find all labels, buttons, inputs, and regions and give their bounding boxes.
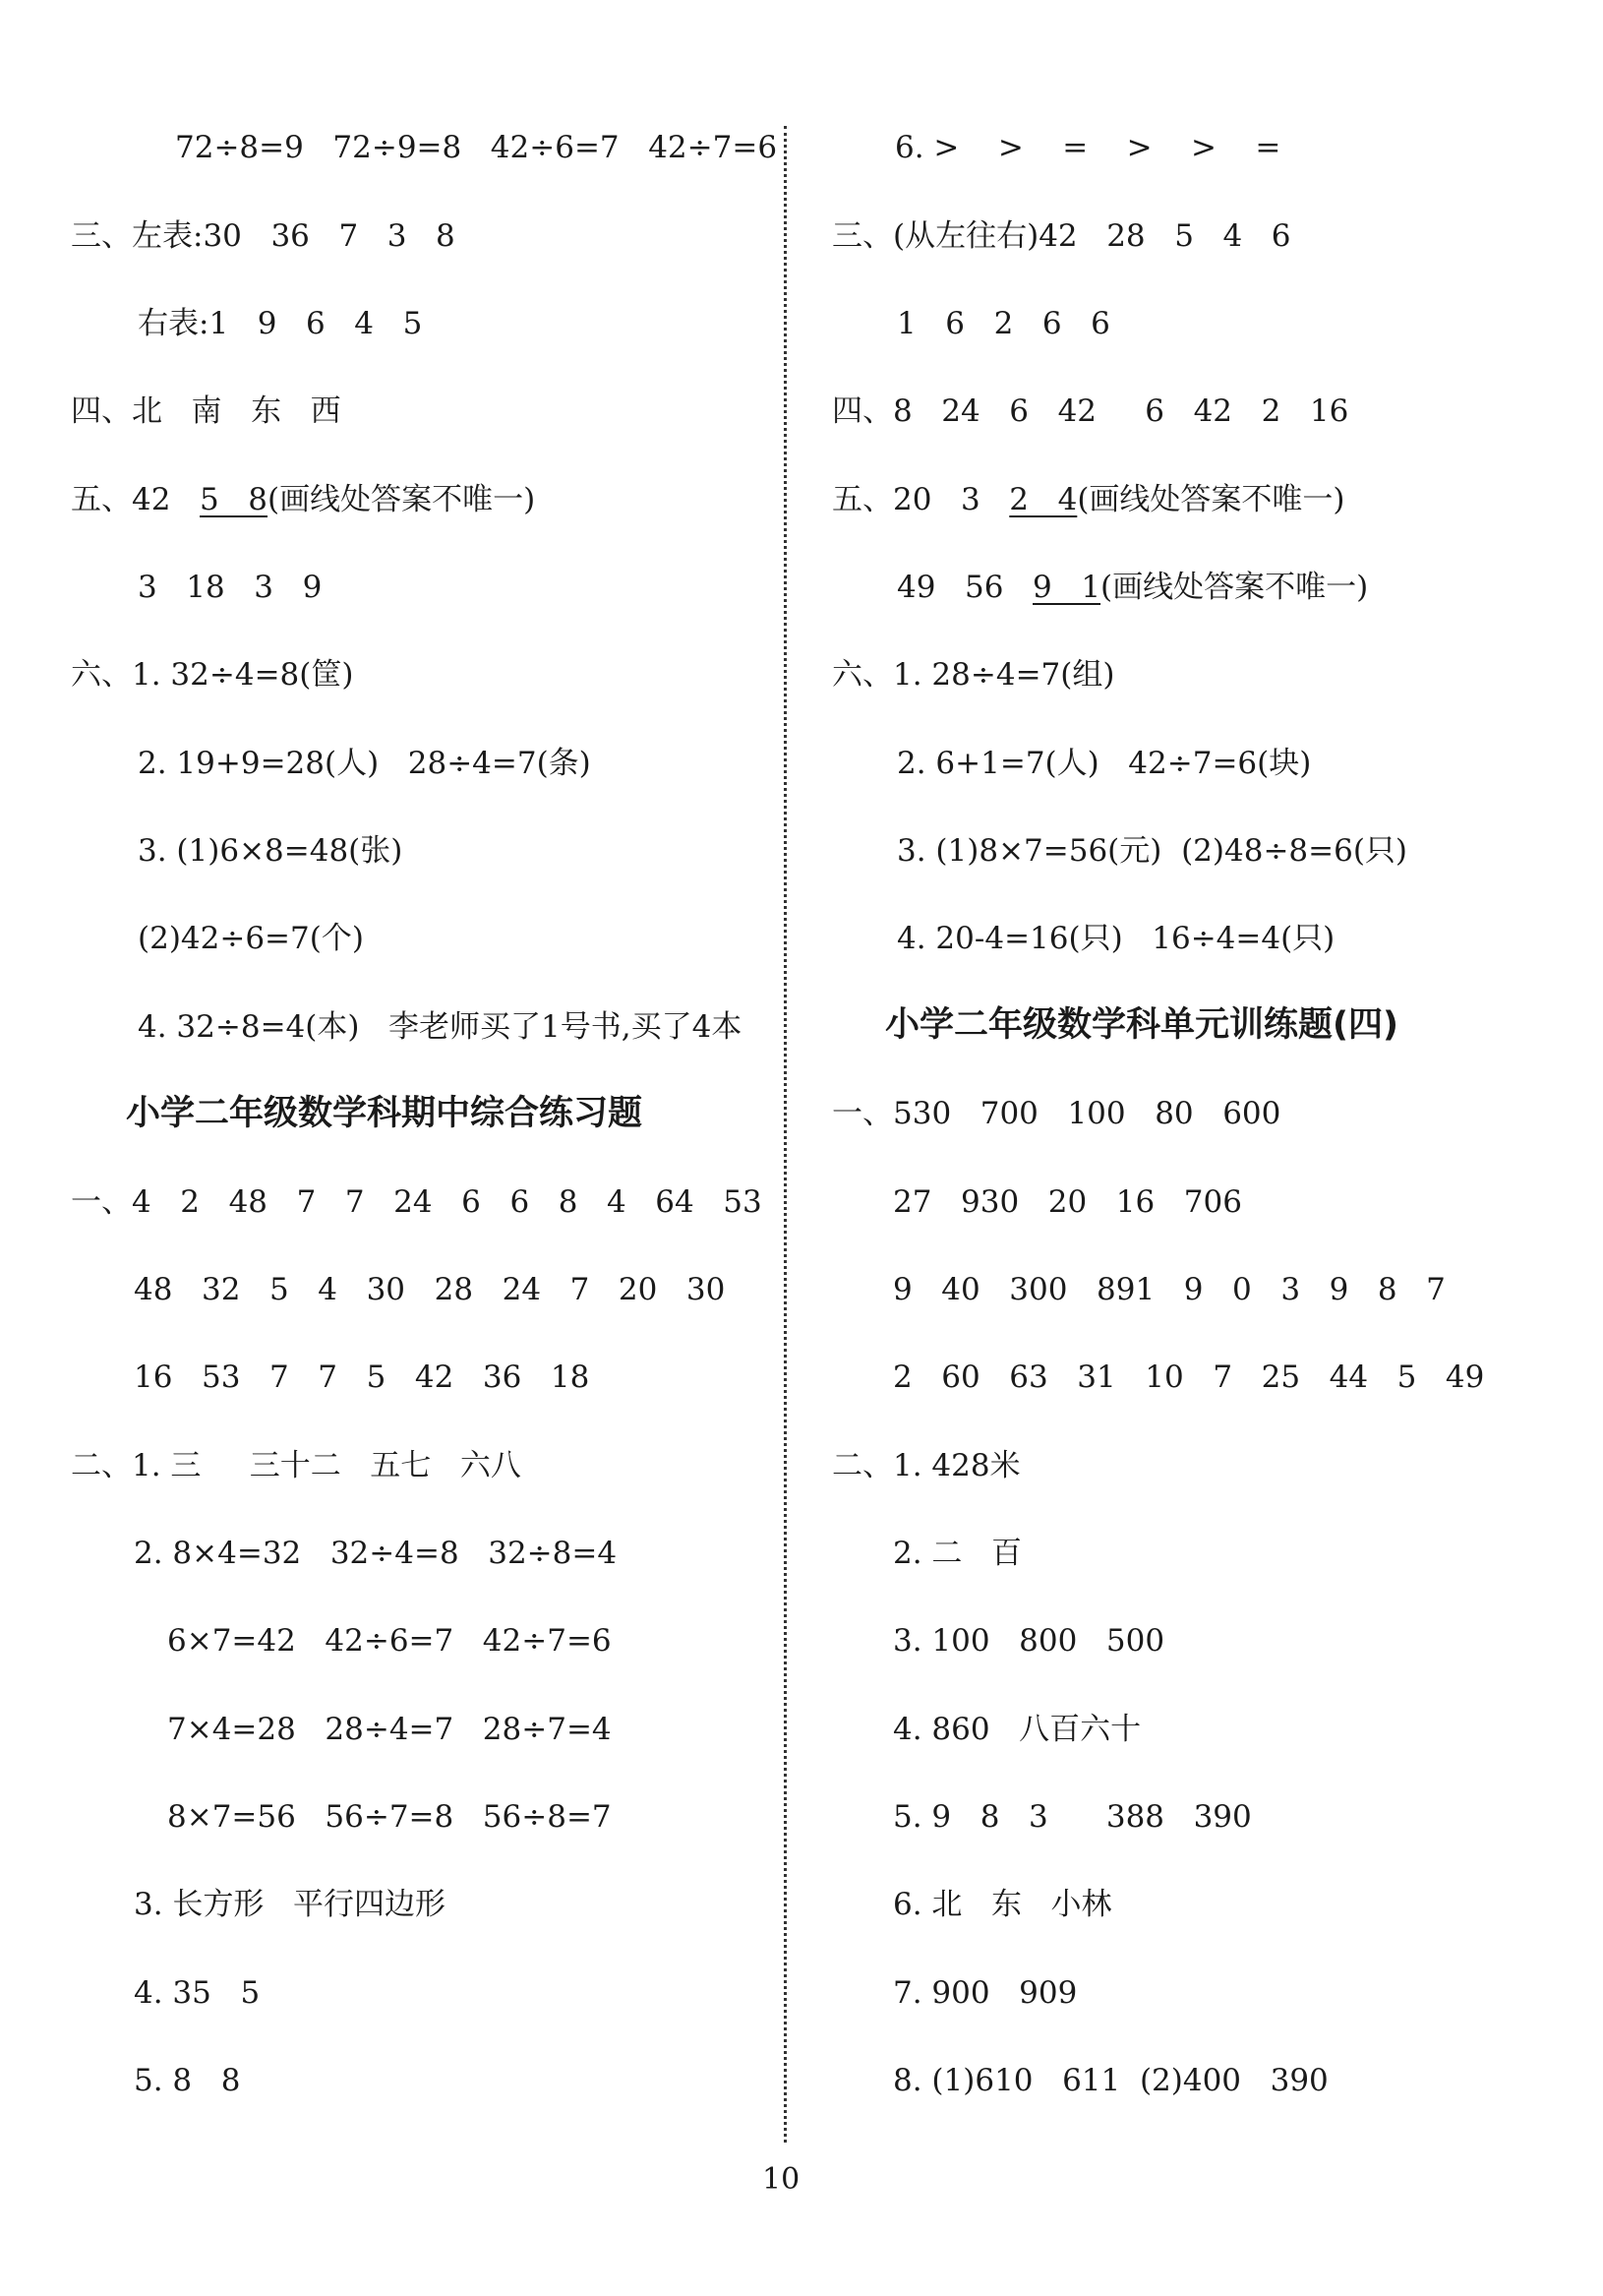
right-line-6-note: (画线处答案不唯一): [1100, 570, 1369, 605]
left-line-9: 3. (1)6×8=48(张): [138, 833, 403, 869]
left-line-3: 右表:1 9 6 4 5: [138, 306, 423, 341]
right-line-5: [832, 480, 1345, 519]
left-line-17: 6×7=42 42÷6=7 42÷7=6: [167, 1623, 612, 1659]
right-line-11: 一、530 700 100 80 600: [832, 1096, 1281, 1131]
left-line-19: 8×7=56 56÷7=8 56÷8=7: [167, 1799, 612, 1835]
right-line-6-prefix: 49 56: [897, 570, 1034, 605]
right-line-21: 7. 900 909: [893, 1975, 1078, 2011]
right-line-5-note: (画线处答案不唯一): [1077, 482, 1345, 517]
left-line-21: 4. 35 5: [134, 1975, 261, 2011]
right-line-4: 四、8 24 6 42 6 42 2 16: [832, 393, 1349, 429]
left-line-12: 一、4 2 48 7 7 24 6 6 8 4 64 53: [71, 1184, 762, 1220]
right-line-5-prefix: 五、20 3: [832, 482, 1010, 517]
right-line-6: [897, 568, 1368, 607]
right-line-14: 2 60 63 31 10 7 25 44 5 49: [893, 1359, 1485, 1395]
right-line-18: 4. 860 八百六十: [893, 1712, 1142, 1747]
left-line-5: [71, 480, 535, 519]
right-line-19: 5. 9 8 3 388 390: [893, 1799, 1252, 1835]
right-line-6-underlined-answer: 9 1: [1033, 570, 1101, 605]
right-line-13: 9 40 300 891 9 0 3 9 8 7: [893, 1272, 1446, 1307]
left-line-4: 四、北 南 东 西: [71, 393, 341, 429]
left-line-16: 2. 8×4=32 32÷4=8 32÷8=4: [134, 1536, 618, 1571]
left-line-7: 六、1. 32÷4=8(筐): [71, 657, 354, 693]
left-line-5-underlined-answer: 5 8: [200, 482, 268, 517]
right-line-16: 2. 二 百: [893, 1536, 1022, 1571]
left-line-14: 16 53 7 7 5 42 36 18: [134, 1359, 590, 1395]
column-divider: [784, 126, 787, 2143]
right-section-title: 小学二年级数学科单元训练题(四): [885, 1005, 1398, 1045]
left-section-title: 小学二年级数学科期中综合练习题: [126, 1094, 643, 1133]
left-line-13: 48 32 5 4 30 28 24 7 20 30: [134, 1272, 726, 1307]
left-line-5-note: (画线处答案不唯一): [267, 482, 536, 517]
left-line-8: 2. 19+9=28(人) 28÷4=7(条): [138, 746, 591, 781]
left-line-22: 5. 8 8: [134, 2063, 241, 2098]
right-line-2: 三、(从左往右)42 28 5 4 6: [832, 218, 1291, 254]
left-line-15: 二、1. 三 三十二 五七 六八: [71, 1448, 521, 1483]
right-line-17: 3. 100 800 500: [893, 1623, 1165, 1659]
left-line-2: 三、左表:30 36 7 3 8: [71, 218, 455, 254]
right-line-9: 3. (1)8×7=56(元) (2)48÷8=6(只): [897, 833, 1408, 869]
left-line-6: 3 18 3 9: [138, 570, 323, 605]
right-line-5-underlined-answer: 2 4: [1009, 482, 1078, 517]
right-line-10: 4. 20-4=16(只) 16÷4=4(只): [897, 921, 1336, 956]
right-line-8: 2. 6+1=7(人) 42÷7=6(块): [897, 746, 1312, 781]
left-line-18: 7×4=28 28÷4=7 28÷7=4: [167, 1712, 612, 1747]
right-line-20: 6. 北 东 小林: [893, 1887, 1112, 1922]
left-line-5-prefix: 五、42: [71, 482, 201, 517]
left-line-10: (2)42÷6=7(个): [138, 921, 364, 956]
right-line-3: 1 6 2 6 6: [897, 306, 1110, 341]
left-line-11: 4. 32÷8=4(本) 李老师买了1号书,买了4本: [138, 1009, 742, 1045]
right-line-22: 8. (1)610 611 (2)400 390: [893, 2063, 1329, 2098]
page-number: 10: [762, 2162, 801, 2197]
right-line-7: 六、1. 28÷4=7(组): [832, 657, 1115, 693]
right-line-12: 27 930 20 16 706: [893, 1184, 1242, 1220]
left-line-20: 3. 长方形 平行四边形: [134, 1887, 445, 1922]
left-line-1: 72÷8=9 72÷9=8 42÷6=7 42÷7=6: [175, 130, 778, 165]
right-line-15: 二、1. 428米: [832, 1448, 1021, 1483]
right-line-1: 6. > > = > > =: [895, 130, 1281, 165]
